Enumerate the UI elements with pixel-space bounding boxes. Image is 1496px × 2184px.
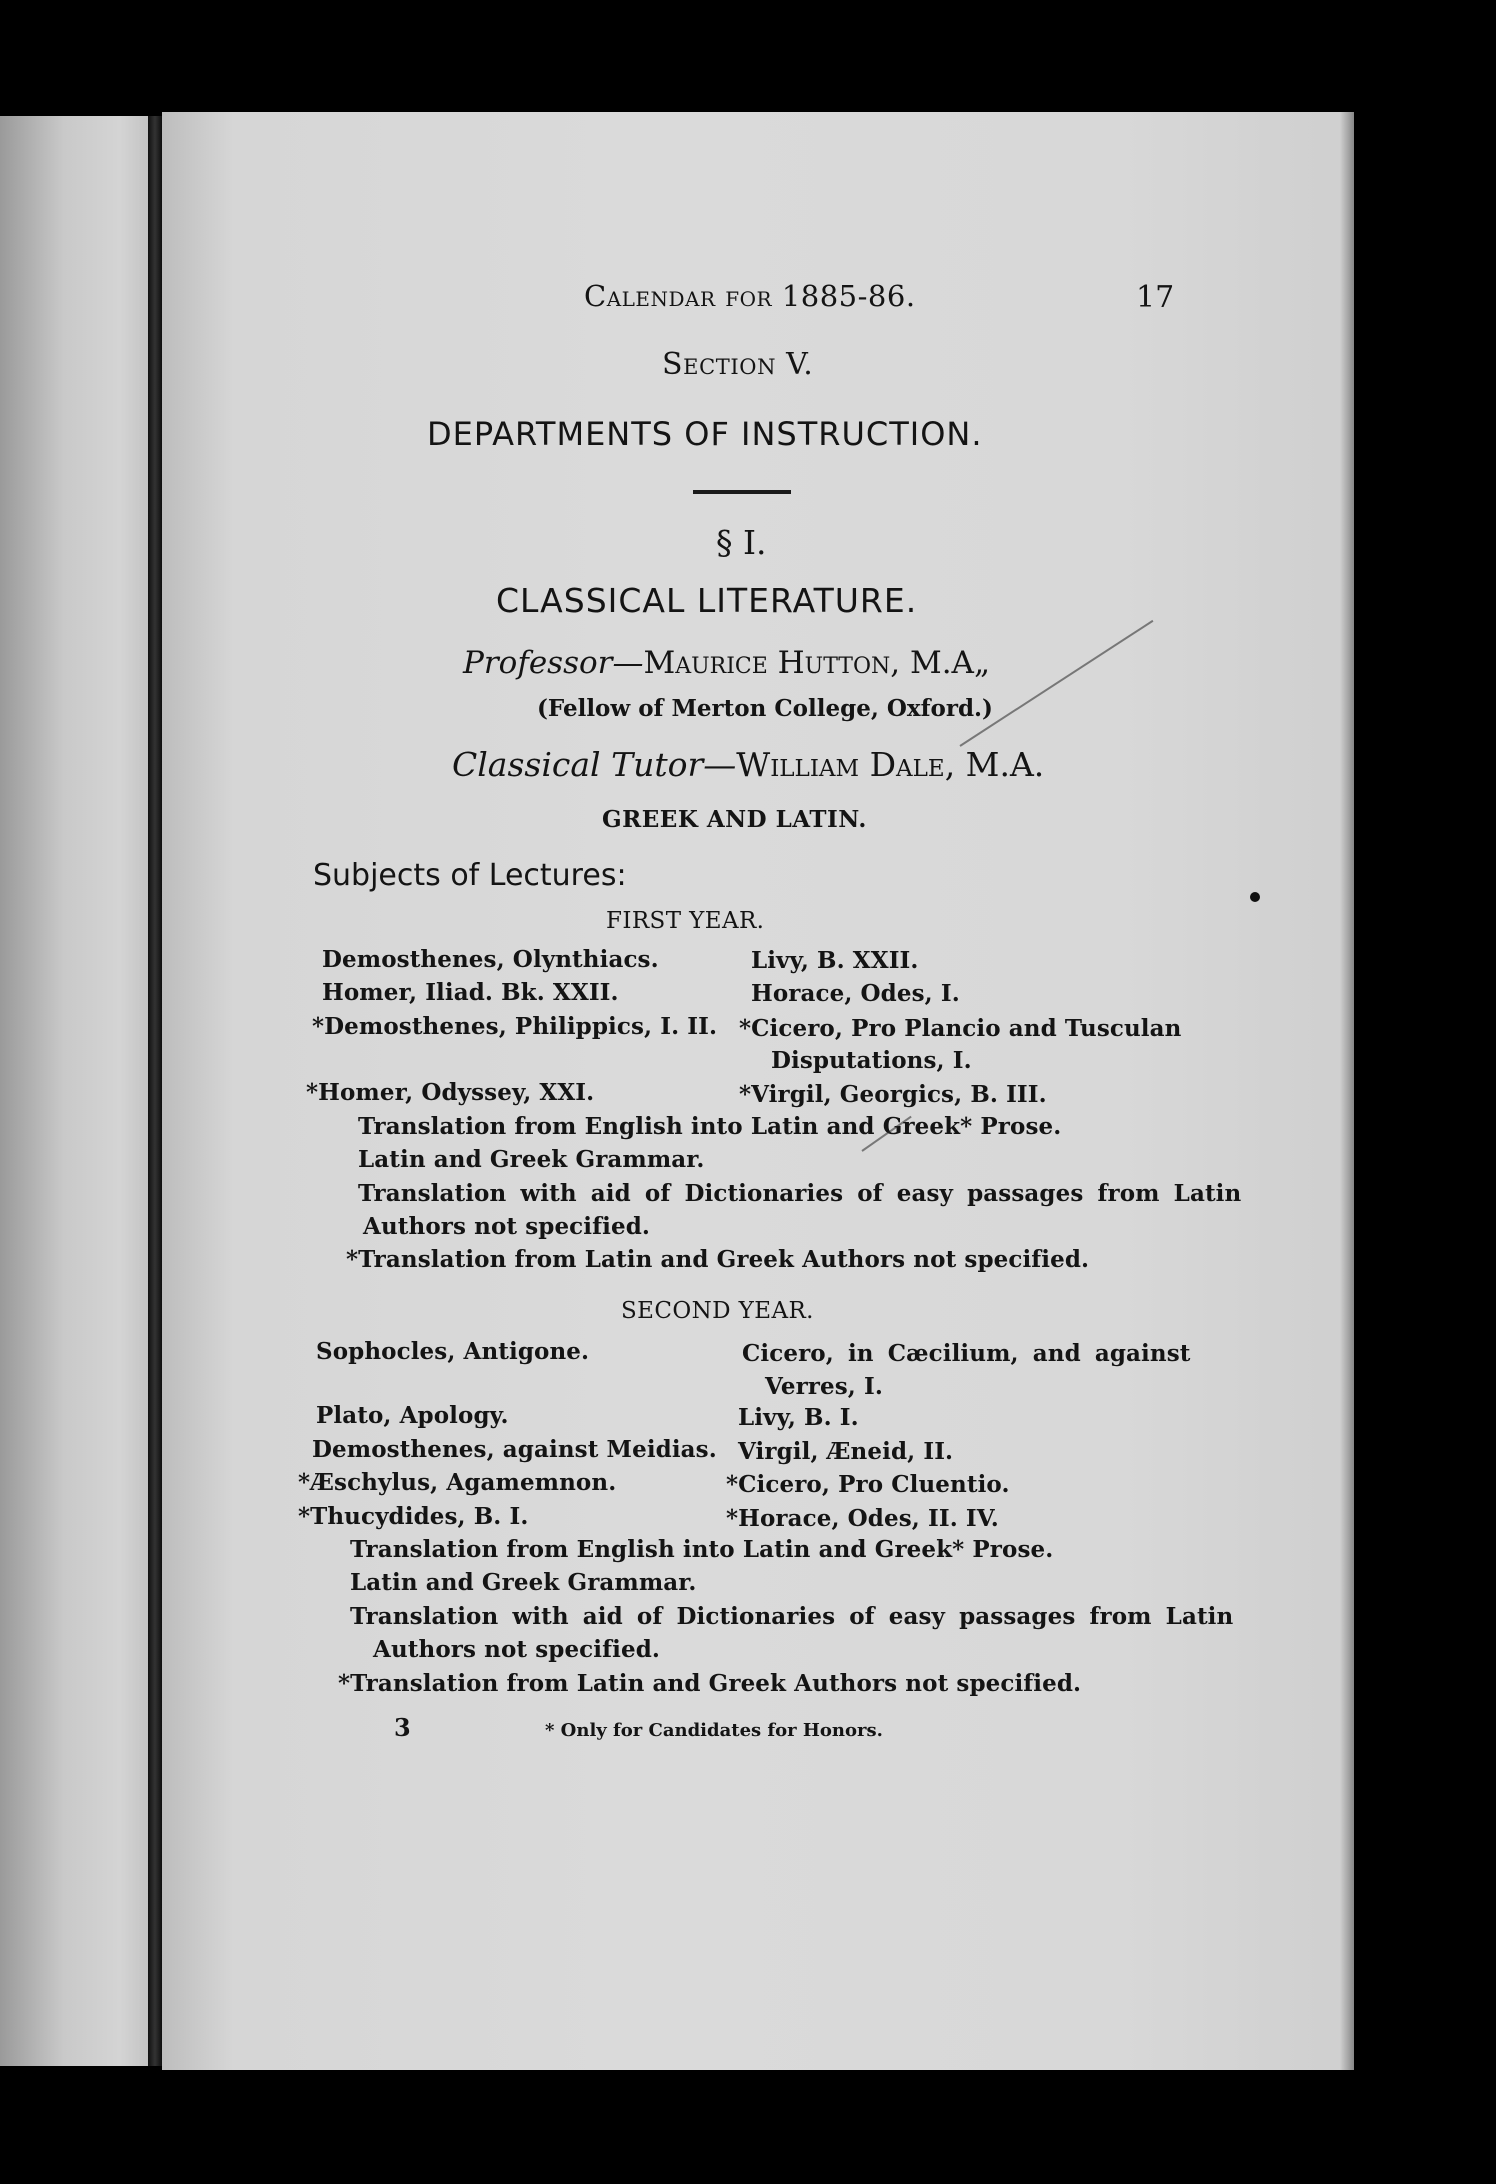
section-heading: Section V.: [662, 347, 814, 382]
page-number: 17: [1136, 280, 1175, 315]
second-year-heading: SECOND YEAR.: [621, 1298, 814, 1324]
signature-mark: 3: [394, 1713, 411, 1742]
heading-rule: [693, 490, 791, 494]
second-year-right-item: Cicero, in Cæcilium, and against: [742, 1340, 1191, 1367]
first-year-left-item: Homer, Iliad. Bk. XXII.: [322, 979, 619, 1006]
ink-speck: [1250, 892, 1260, 902]
professor-name: Maurice Hutton, M.A„: [643, 645, 991, 681]
professor-role: Professor—: [463, 645, 644, 681]
lectures-heading: Subjects of Lectures:: [313, 858, 627, 893]
first-year-right-item: Horace, Odes, I.: [751, 980, 960, 1007]
first-year-note: Translation from English into Latin and Greek* Prose.: [358, 1113, 1062, 1140]
first-year-left-item: *Homer, Odyssey, XXI.: [306, 1079, 595, 1106]
second-year-note: *Translation from Latin and Greek Authors not specified.: [338, 1670, 1082, 1697]
first-year-left-item: *Demosthenes, Philippics, I. II.: [312, 1013, 718, 1040]
second-year-left-item: *Thucydides, B. I.: [298, 1503, 529, 1530]
second-year-left-item: Plato, Apology.: [316, 1402, 509, 1429]
tutor-role: Classical Tutor—: [452, 745, 737, 784]
tutor-line: [452, 745, 1045, 784]
tutor-name: William Dale, M.A.: [736, 745, 1045, 784]
subject-heading: CLASSICAL LITERATURE.: [496, 581, 918, 620]
professor-affiliation: (Fellow of Merton College, Oxford.): [537, 695, 993, 722]
first-year-right-item: Livy, B. XXII.: [751, 947, 919, 974]
footnote: * Only for Candidates for Honors.: [545, 1720, 883, 1741]
first-year-right-item: *Virgil, Georgics, B. III.: [739, 1081, 1047, 1108]
first-year-note: Translation with aid of Dictionaries of easy passages from Latin: [358, 1180, 1242, 1207]
second-year-right-item: Verres, I.: [765, 1373, 883, 1400]
department-heading: DEPARTMENTS OF INSTRUCTION.: [427, 415, 983, 453]
first-year-right-item: *Cicero, Pro Plancio and Tusculan: [739, 1015, 1182, 1042]
second-year-right-item: *Horace, Odes, II. IV.: [726, 1505, 999, 1532]
first-year-heading: FIRST YEAR.: [606, 908, 765, 934]
languages-heading: GREEK AND LATIN.: [602, 806, 867, 833]
second-year-note: Translation with aid of Dictionaries of easy passages from Latin: [350, 1603, 1234, 1630]
professor-line: [463, 645, 991, 681]
second-year-right-item: Virgil, Æneid, II.: [738, 1438, 954, 1465]
second-year-note: Translation from English into Latin and Greek* Prose.: [350, 1536, 1054, 1563]
second-year-left-item: Sophocles, Antigone.: [316, 1338, 590, 1365]
second-year-note: Latin and Greek Grammar.: [350, 1569, 697, 1596]
second-year-left-item: *Æschylus, Agamemnon.: [298, 1469, 617, 1496]
first-year-note: *Translation from Latin and Greek Authors not specified.: [346, 1246, 1090, 1273]
second-year-right-item: Livy, B. I.: [738, 1404, 859, 1431]
subsection-number: § I.: [716, 523, 767, 562]
first-year-note: Latin and Greek Grammar.: [358, 1146, 705, 1173]
second-year-right-item: *Cicero, Pro Cluentio.: [726, 1471, 1010, 1498]
page-edge-shadow: [1340, 112, 1354, 2070]
second-year-left-item: Demosthenes, against Meidias.: [312, 1436, 717, 1463]
running-head-title: Calendar for 1885-86.: [584, 279, 916, 313]
book-gutter: [148, 116, 162, 2066]
first-year-note: Authors not specified.: [363, 1213, 650, 1240]
first-year-right-item: Disputations, I.: [771, 1047, 972, 1074]
second-year-note: Authors not specified.: [373, 1636, 660, 1663]
first-year-left-item: Demosthenes, Olynthiacs.: [322, 946, 659, 973]
facing-page-edge: [0, 116, 160, 2066]
